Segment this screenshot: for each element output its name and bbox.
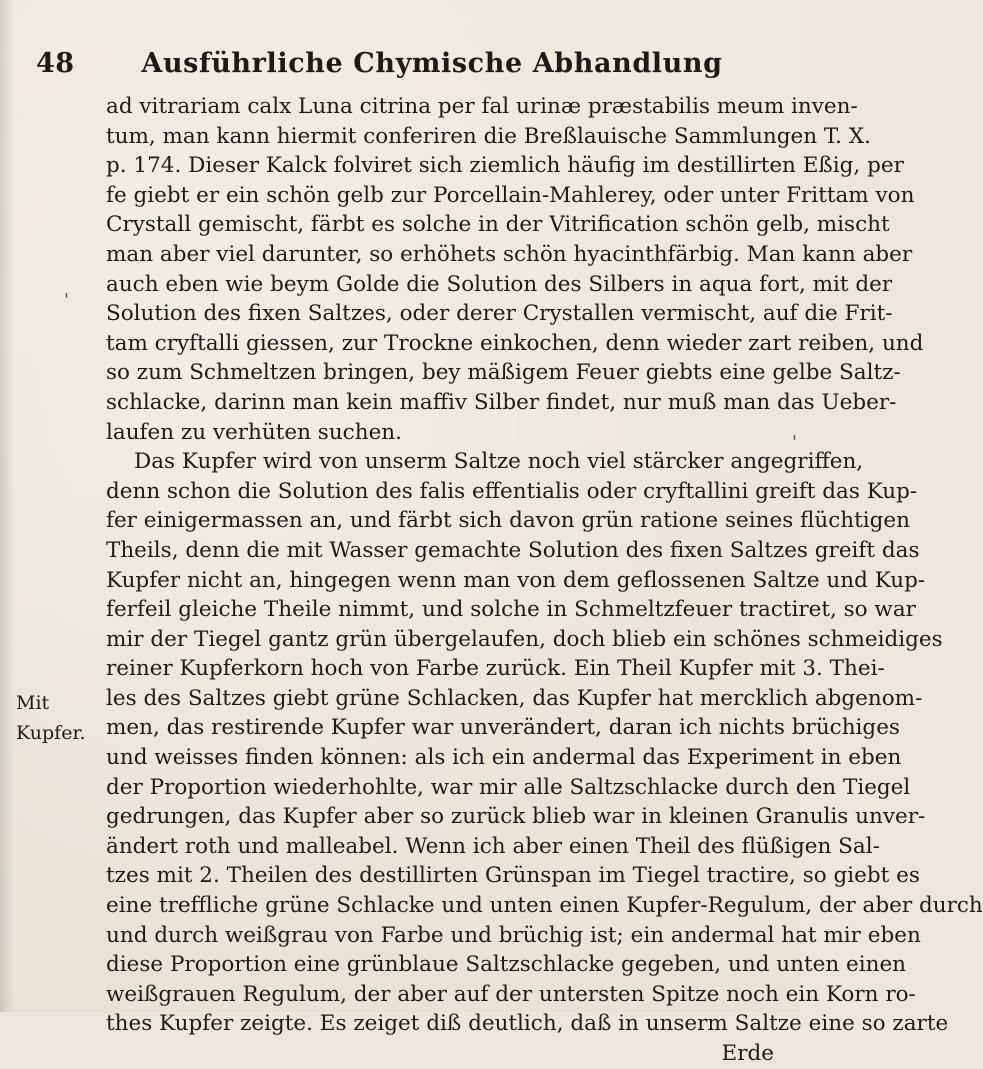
text-line: Theils, denn die mit Wasser gemachte Solution des fixen Saltzes greift das <box>106 537 920 563</box>
text-line: eine treffliche grüne Schlacke und unten einen Kupfer-Regulum, der aber durch <box>106 893 983 919</box>
running-head: Ausführliche Chymische Abhandlung <box>141 48 723 79</box>
text-line: mir der Tiegel gantz grün übergelaufen, doch blieb ein schönes schmeidiges <box>106 626 943 652</box>
margin-mark: ' <box>792 432 797 453</box>
page-number: 48 <box>36 48 75 79</box>
text-line: der Proportion wiederhohlte, war mir alle Saltzschlacke durch den Tiegel <box>106 774 911 800</box>
text-line: tum, man kann hiermit conferiren die Breßlauische Sammlungen T. X. <box>106 123 871 149</box>
page-gutter-shadow <box>0 0 14 1012</box>
text-line: tzes mit 2. Theilen des destillirten Grünspan im Tiegel tractire, so giebt es <box>106 863 920 889</box>
text-line: so zum Schmeltzen bringen, bey mäßigem Feuer giebts eine gelbe Saltz- <box>106 360 901 386</box>
text-line: Kupfer nicht an, hingegen wenn man von dem geflossenen Saltze und Kup- <box>106 567 926 593</box>
text-line: men, das restirende Kupfer war unverändert, daran ich nichts brüchiges <box>106 715 900 741</box>
text-line: ändert roth und malleabel. Wenn ich aber einen Theil des flüßigen Sal- <box>106 833 880 859</box>
text-line: les des Saltzes giebt grüne Schlacken, das Kupfer hat mercklich abgenom- <box>106 685 923 711</box>
text-line: Solution des fixen Saltzes, oder derer Crystallen vermischt, auf die Frit- <box>106 301 893 327</box>
text-line: auch eben wie beym Golde die Solution des Silbers in aqua fort, mit der <box>106 271 893 297</box>
margin-note-line: Kupfer. <box>16 722 86 744</box>
text-line: man aber viel darunter, so erhöhets schön hyacinthfärbig. Man kann aber <box>106 241 913 267</box>
text-line: diese Proportion eine grünblaue Saltzschlacke gegeben, und unten einen <box>106 952 907 978</box>
text-line: denn schon die Solution des falis effentialis oder cryftallini greift das Kup- <box>106 478 918 504</box>
text-line: ad vitrariam calx Luna citrina per fal urinæ præstabilis meum inven- <box>106 94 858 119</box>
text-line: und weisses finden können: als ich ein andermal das Experiment in eben <box>106 745 902 771</box>
text-line: fe giebt er ein schön gelb zur Porcellain-Mahlerey, oder unter Frittam von <box>106 182 915 208</box>
text-line: ferfeil gleiche Theile nimmt, und solche in Schmeltzfeuer tractiret, so war <box>106 597 916 623</box>
page-header <box>36 44 766 92</box>
catchword: Erde <box>721 1041 774 1066</box>
margin-note-line: Mit <box>16 692 50 714</box>
text-line: tam cryftalli giessen, zur Trockne einkochen, denn wieder zart reiben, und <box>106 330 924 356</box>
text-line: Crystall gemischt, färbt es solche in der Vitrification schön gelb, mischt <box>106 212 890 238</box>
text-line: reiner Kupferkorn hoch von Farbe zurück. Ein Theil Kupfer mit 3. Thei- <box>106 656 885 682</box>
text-line: Das Kupfer wird von unserm Saltze noch viel stärcker angegriffen, <box>134 449 864 475</box>
text-line: schlacke, darinn man kein maffiv Silber findet, nur muß man das Ueber- <box>106 389 897 415</box>
text-line: und durch weißgrau von Farbe und brüchig ist; ein andermal hat mir eben <box>106 922 921 948</box>
text-line: fer einigermassen an, und färbt sich davon grün ratione seines flüchtigen <box>106 508 910 534</box>
text-line: thes Kupfer zeigte. Es zeiget diß deutlich, daß in unserm Saltze eine so zarte <box>106 1011 949 1037</box>
text-line: laufen zu verhüten suchen. <box>106 419 402 445</box>
margin-note <box>16 688 96 748</box>
margin-mark: ' <box>64 290 69 311</box>
text-line: gedrungen, das Kupfer aber so zurück blieb war in kleinen Granulis unver- <box>106 804 926 830</box>
body-text <box>106 92 983 1069</box>
text-line: weißgrauen Regulum, der aber auf der untersten Spitze noch ein Korn ro- <box>106 981 916 1007</box>
text-line: p. 174. Dieser Kalck folviret sich ziemlich häufig im destillirten Eßig, per <box>106 153 904 179</box>
